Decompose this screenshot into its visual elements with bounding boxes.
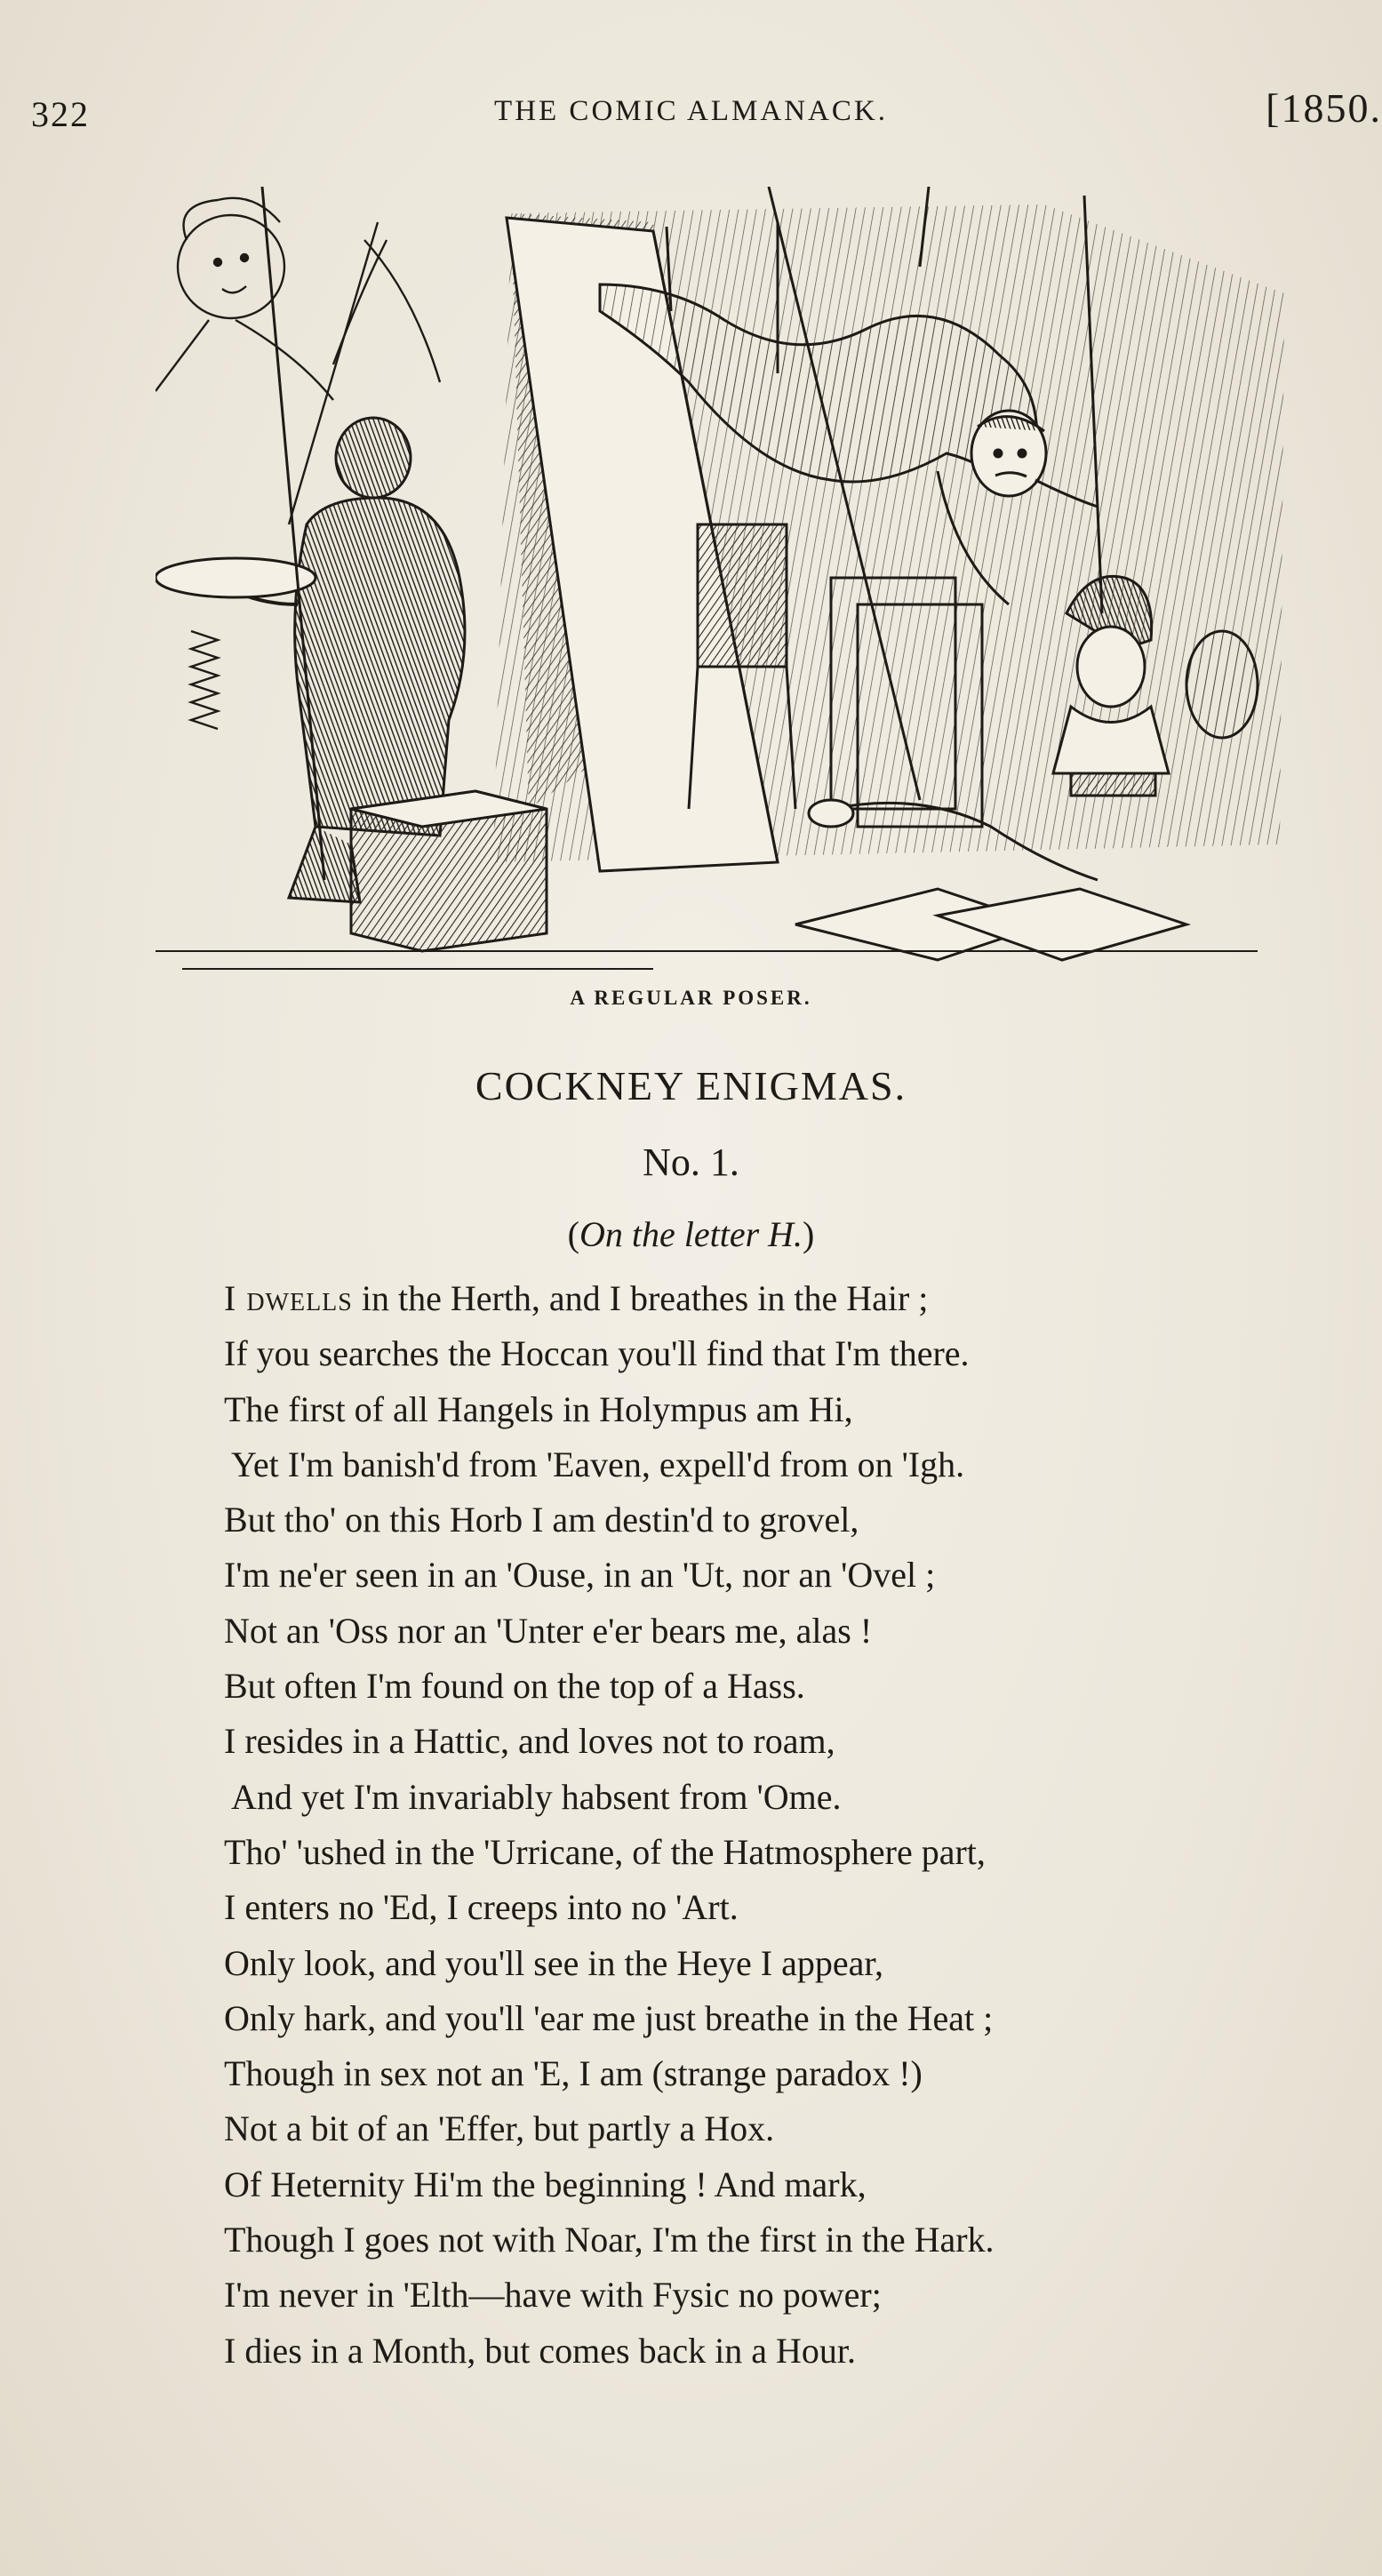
enigma-subtitle — [0, 1213, 1382, 1255]
poem-line: I'm never in 'Elth—have with Fysic no power; — [224, 2275, 882, 2316]
poem-line: I resides in a Hattic, and loves not to roam, — [224, 1721, 835, 1762]
poem-line: Of Heternity Hi'm the beginning ! And mark, — [224, 2164, 867, 2204]
poem-line — [224, 1271, 1335, 1326]
poem-line: Tho' 'ushed in the 'Urricane, of the Hatmosphere part, — [224, 1831, 986, 1872]
poem-line: But tho' on this Horb I am destin'd to grovel, — [224, 1500, 859, 1540]
illustration-caption: A REGULAR POSER. — [570, 987, 812, 1009]
page-number: 322 — [31, 94, 90, 134]
poem-line: And yet I'm invariably habsent from 'Ome. — [231, 1776, 842, 1817]
poem-line: Though I goes not with Noar, I'm the first in the Hark. — [224, 2220, 995, 2260]
running-title: THE COMIC ALMANACK. — [494, 95, 888, 127]
subtitle-open-paren: ( — [567, 1214, 579, 1254]
painter-figure — [156, 187, 465, 902]
spring-coil — [191, 631, 218, 729]
year-marker: [1850. — [1266, 85, 1382, 131]
engraving-illustration — [156, 187, 1293, 987]
poem-line: Yet I'm banish'd from 'Eaven, expell'd from on 'Igh. — [231, 1444, 965, 1484]
poem-line: Only look, and you'll see in the Heye I appear, — [224, 1942, 884, 1983]
poem-line: But often I'm found on the top of a Hass. — [224, 1666, 805, 1707]
subtitle-close-paren: ) — [803, 1214, 815, 1254]
subtitle-text: On the letter H. — [579, 1214, 803, 1254]
poem-line: If you searches the Hoccan you'll find that I'm there. — [224, 1333, 970, 1374]
poem-line: Not an 'Oss nor an 'Unter e'er bears me, alas ! — [224, 1610, 873, 1651]
section-title: COCKNEY ENIGMAS. — [475, 1063, 907, 1108]
poem-line: I dies in a Month, but comes back in a Hour. — [224, 2330, 856, 2371]
poem-line: The first of all Hangels in Holympus am Hi, — [224, 1388, 853, 1429]
wooden-box — [351, 791, 547, 951]
poem-first-line-rest: in the Herth, and I breathes in the Hair ; — [352, 1278, 929, 1318]
poem-line: Though in sex not an 'E, I am (strange paradox !) — [224, 2053, 923, 2094]
poem-line: I'm ne'er seen in an 'Ouse, in an 'Ut, nor an 'Ovel ; — [224, 1555, 936, 1596]
poem-line: I enters no 'Ed, I creeps into no 'Art. — [224, 1887, 739, 1928]
poem-first-word: I dwells — [224, 1278, 353, 1318]
page-header — [0, 84, 1382, 147]
enigma-poem — [224, 1271, 1335, 2379]
poem-line: Only hark, and you'll 'ear me just breathe in the Heat ; — [224, 1997, 994, 2038]
enigma-number: No. 1. — [643, 1140, 739, 1184]
poem-line: Not a bit of an 'Effer, but partly a Hox. — [224, 2108, 775, 2149]
